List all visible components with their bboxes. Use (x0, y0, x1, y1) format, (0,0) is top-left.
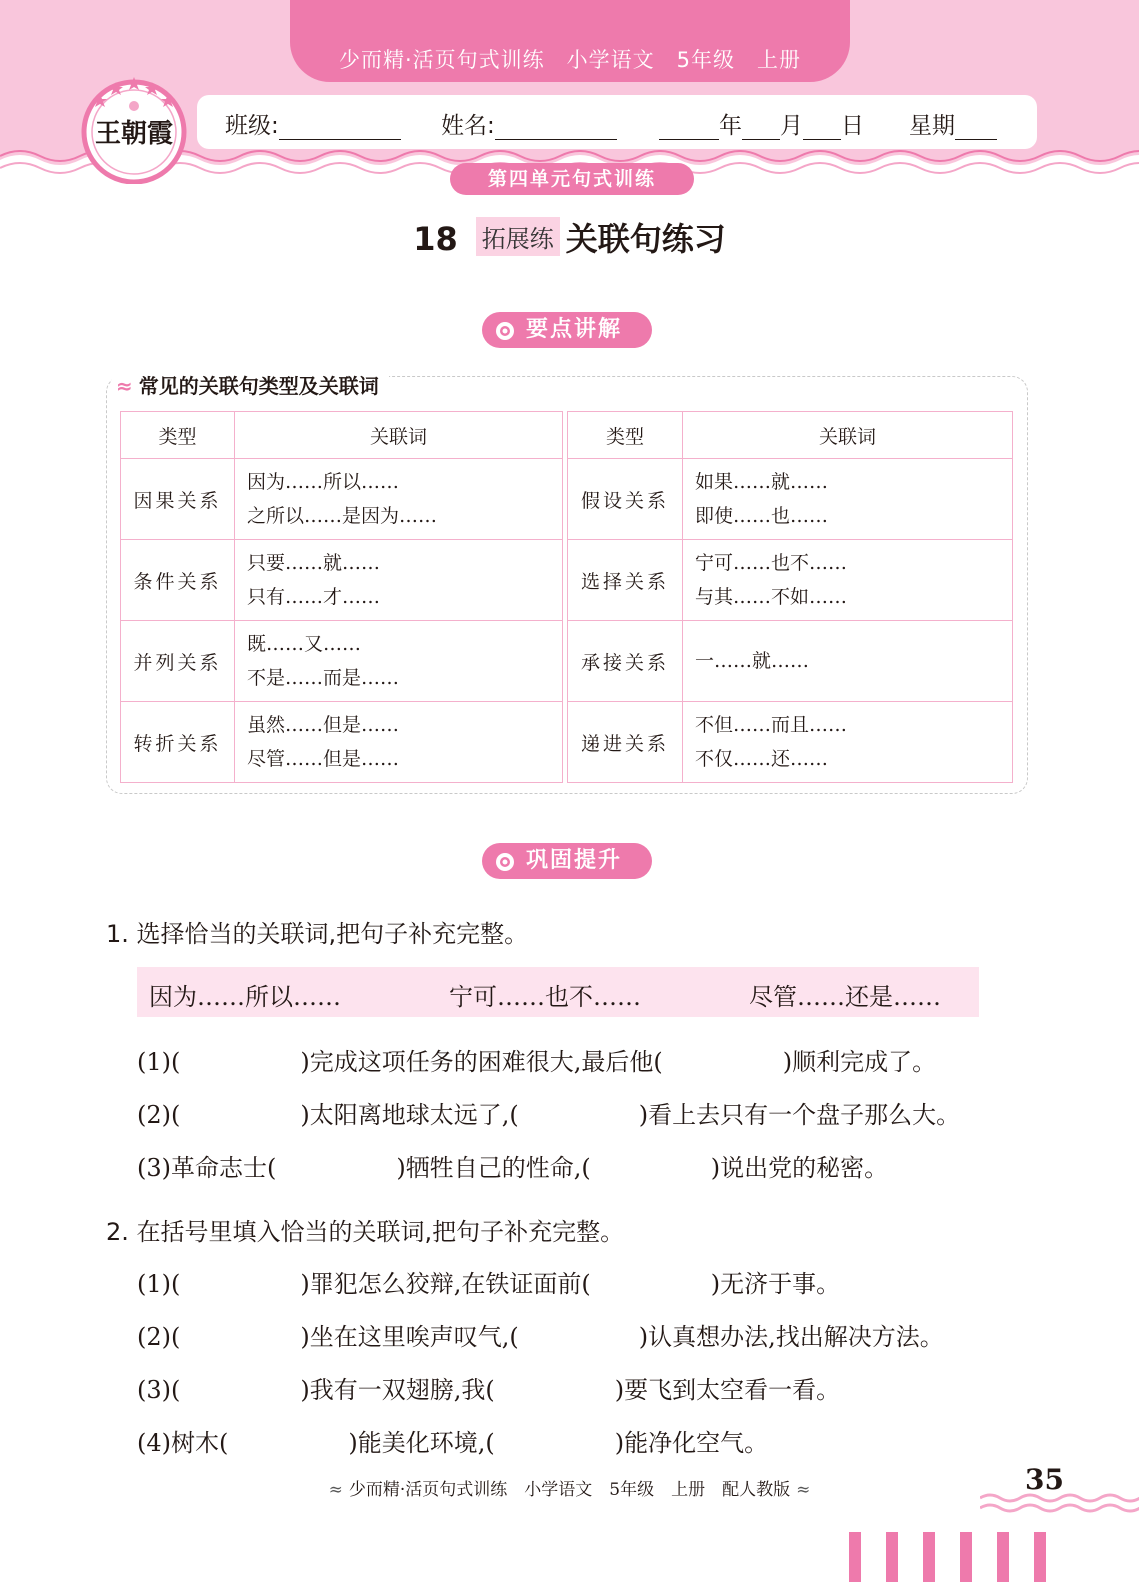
table-header-row (121, 412, 563, 459)
conjunctions (683, 702, 1013, 783)
day-label: 日 (841, 113, 864, 139)
conjunction-line: 一……就…… (695, 650, 810, 672)
section-key-points (482, 312, 652, 348)
relation-type: 并列关系 (121, 621, 235, 702)
wave-icon: ≈ (328, 1480, 343, 1500)
table-row (568, 621, 1013, 702)
table-heading (112, 370, 389, 399)
section-practice (482, 843, 652, 879)
conjunctions (683, 540, 1013, 621)
conjunction-line: 既……又…… (247, 633, 362, 655)
conjunction-line: 因为……所以…… (247, 471, 400, 493)
unit-tab: 第四单元句式训练 (450, 163, 694, 195)
conjunctions (683, 621, 1013, 702)
relation-type: 因果关系 (121, 459, 235, 540)
conjunction-line: 之所以……是因为…… (247, 505, 438, 527)
column-header-words: 关联词 (683, 412, 1013, 459)
name-label: 姓名: (441, 113, 495, 139)
conjunctions (235, 621, 563, 702)
wave-icon: ≈ (116, 374, 133, 398)
decorative-stripe (997, 1532, 1009, 1582)
conjunction-line: 只有……才…… (247, 586, 381, 608)
conjunction-line: 虽然……但是…… (247, 714, 400, 736)
relation-type: 递进关系 (568, 702, 683, 783)
column-header-words: 关联词 (235, 412, 563, 459)
relation-table-left (120, 411, 563, 783)
decorative-stripe (960, 1532, 972, 1582)
table-row (568, 702, 1013, 783)
class-label: 班级: (225, 113, 279, 139)
relation-type: 承接关系 (568, 621, 683, 702)
footer-series (0, 1475, 1139, 1500)
conjunction-line: 不是……而是…… (247, 667, 400, 689)
conjunctions (235, 459, 563, 540)
question-2-prompt: 2. 在括号里填入恰当的关联词,把句子补充完整。 (106, 1218, 625, 1246)
question-1-prompt: 1. 选择恰当的关联词,把句子补充完整。 (106, 920, 529, 948)
word-bank-option: 尽管……还是…… (749, 983, 941, 1011)
svg-text:王朝霞: 王朝霞 (94, 119, 174, 149)
relation-type: 转折关系 (121, 702, 235, 783)
series-tab (290, 0, 850, 82)
medal-icon (494, 319, 516, 341)
table-row (121, 702, 563, 783)
conjunction-line: 如果……就…… (695, 471, 829, 493)
column-header-type: 类型 (121, 412, 235, 459)
conjunction-line: 宁可……也不…… (695, 552, 848, 574)
student-info-box (197, 95, 1037, 149)
table-header-row (568, 412, 1013, 459)
conjunction-line: 与其……不如…… (695, 586, 848, 608)
question-2-item[interactable]: (1)( )罪犯怎么狡辩,在铁证面前( )无济于事。 (137, 1270, 841, 1298)
relation-type: 条件关系 (121, 540, 235, 621)
table-row (568, 459, 1013, 540)
lesson-tag: 拓展练 (476, 217, 560, 256)
class-field[interactable] (225, 107, 401, 140)
series-title: 少而精·活页句式训练 小学语文 5年级 上册 (338, 48, 802, 72)
column-header-type: 类型 (568, 412, 683, 459)
footer-series-text: 少而精·活页句式训练 小学语文 5年级 上册 配人教版 (348, 1480, 791, 1500)
question-1-item[interactable]: (1)( )完成这项任务的困难很大,最后他( )顺利完成了。 (137, 1048, 937, 1076)
medal-icon (494, 850, 516, 872)
relation-type: 假设关系 (568, 459, 683, 540)
conjunction-line: 即使……也…… (695, 505, 829, 527)
question-1-item[interactable]: (2)( )太阳离地球太远了,( )看上去只有一个盘子那么大。 (137, 1101, 961, 1129)
decorative-stripe (886, 1532, 898, 1582)
conjunction-line: 只要……就…… (247, 552, 381, 574)
wave-icon: ≈ (796, 1480, 811, 1500)
decorative-stripe (1034, 1532, 1046, 1582)
question-1-item[interactable]: (3)革命志士( )牺牲自己的性命,( )说出党的秘密。 (137, 1154, 889, 1182)
relation-type: 选择关系 (568, 540, 683, 621)
word-bank (137, 967, 979, 1017)
question-2-item[interactable]: (3)( )我有一双翅膀,我( )要飞到太空看一看。 (137, 1376, 841, 1404)
section-key-points-title: 要点讲解 (526, 317, 623, 342)
decorative-stripe (849, 1532, 861, 1582)
table-row (121, 459, 563, 540)
word-bank-option: 宁可……也不…… (449, 983, 641, 1011)
month-label: 月 (780, 113, 803, 139)
decorative-stripe (923, 1532, 935, 1582)
date-field[interactable] (659, 107, 864, 140)
name-field[interactable] (441, 107, 617, 140)
conjunction-line: 尽管……但是…… (247, 748, 400, 770)
conjunctions (235, 540, 563, 621)
lesson-title (0, 214, 1139, 260)
page-wave-decoration (980, 1480, 1139, 1520)
weekday-field[interactable] (909, 107, 997, 140)
conjunctions (683, 459, 1013, 540)
question-2-item[interactable]: (2)( )坐在这里唉声叹气,( )认真想办法,找出解决方法。 (137, 1323, 944, 1351)
table-row (568, 540, 1013, 621)
weekday-label: 星期 (909, 113, 955, 139)
table-heading-text: 常见的关联句类型及关联词 (138, 374, 379, 398)
lesson-name: 关联句练习 (565, 220, 726, 258)
section-practice-title: 巩固提升 (526, 848, 623, 873)
relation-table-right (567, 411, 1013, 783)
year-label: 年 (719, 113, 742, 139)
page-number: 35 (1025, 1463, 1064, 1496)
conjunction-line: 不仅……还…… (695, 748, 829, 770)
table-row (121, 621, 563, 702)
conjunctions (235, 702, 563, 783)
table-row (121, 540, 563, 621)
question-2-item[interactable]: (4)树木( )能美化环境,( )能净化空气。 (137, 1429, 769, 1457)
word-bank-option: 因为……所以…… (149, 983, 341, 1011)
brand-logo-icon (78, 72, 190, 184)
conjunction-line: 不但……而且…… (695, 714, 848, 736)
lesson-number: 18 (413, 220, 458, 258)
